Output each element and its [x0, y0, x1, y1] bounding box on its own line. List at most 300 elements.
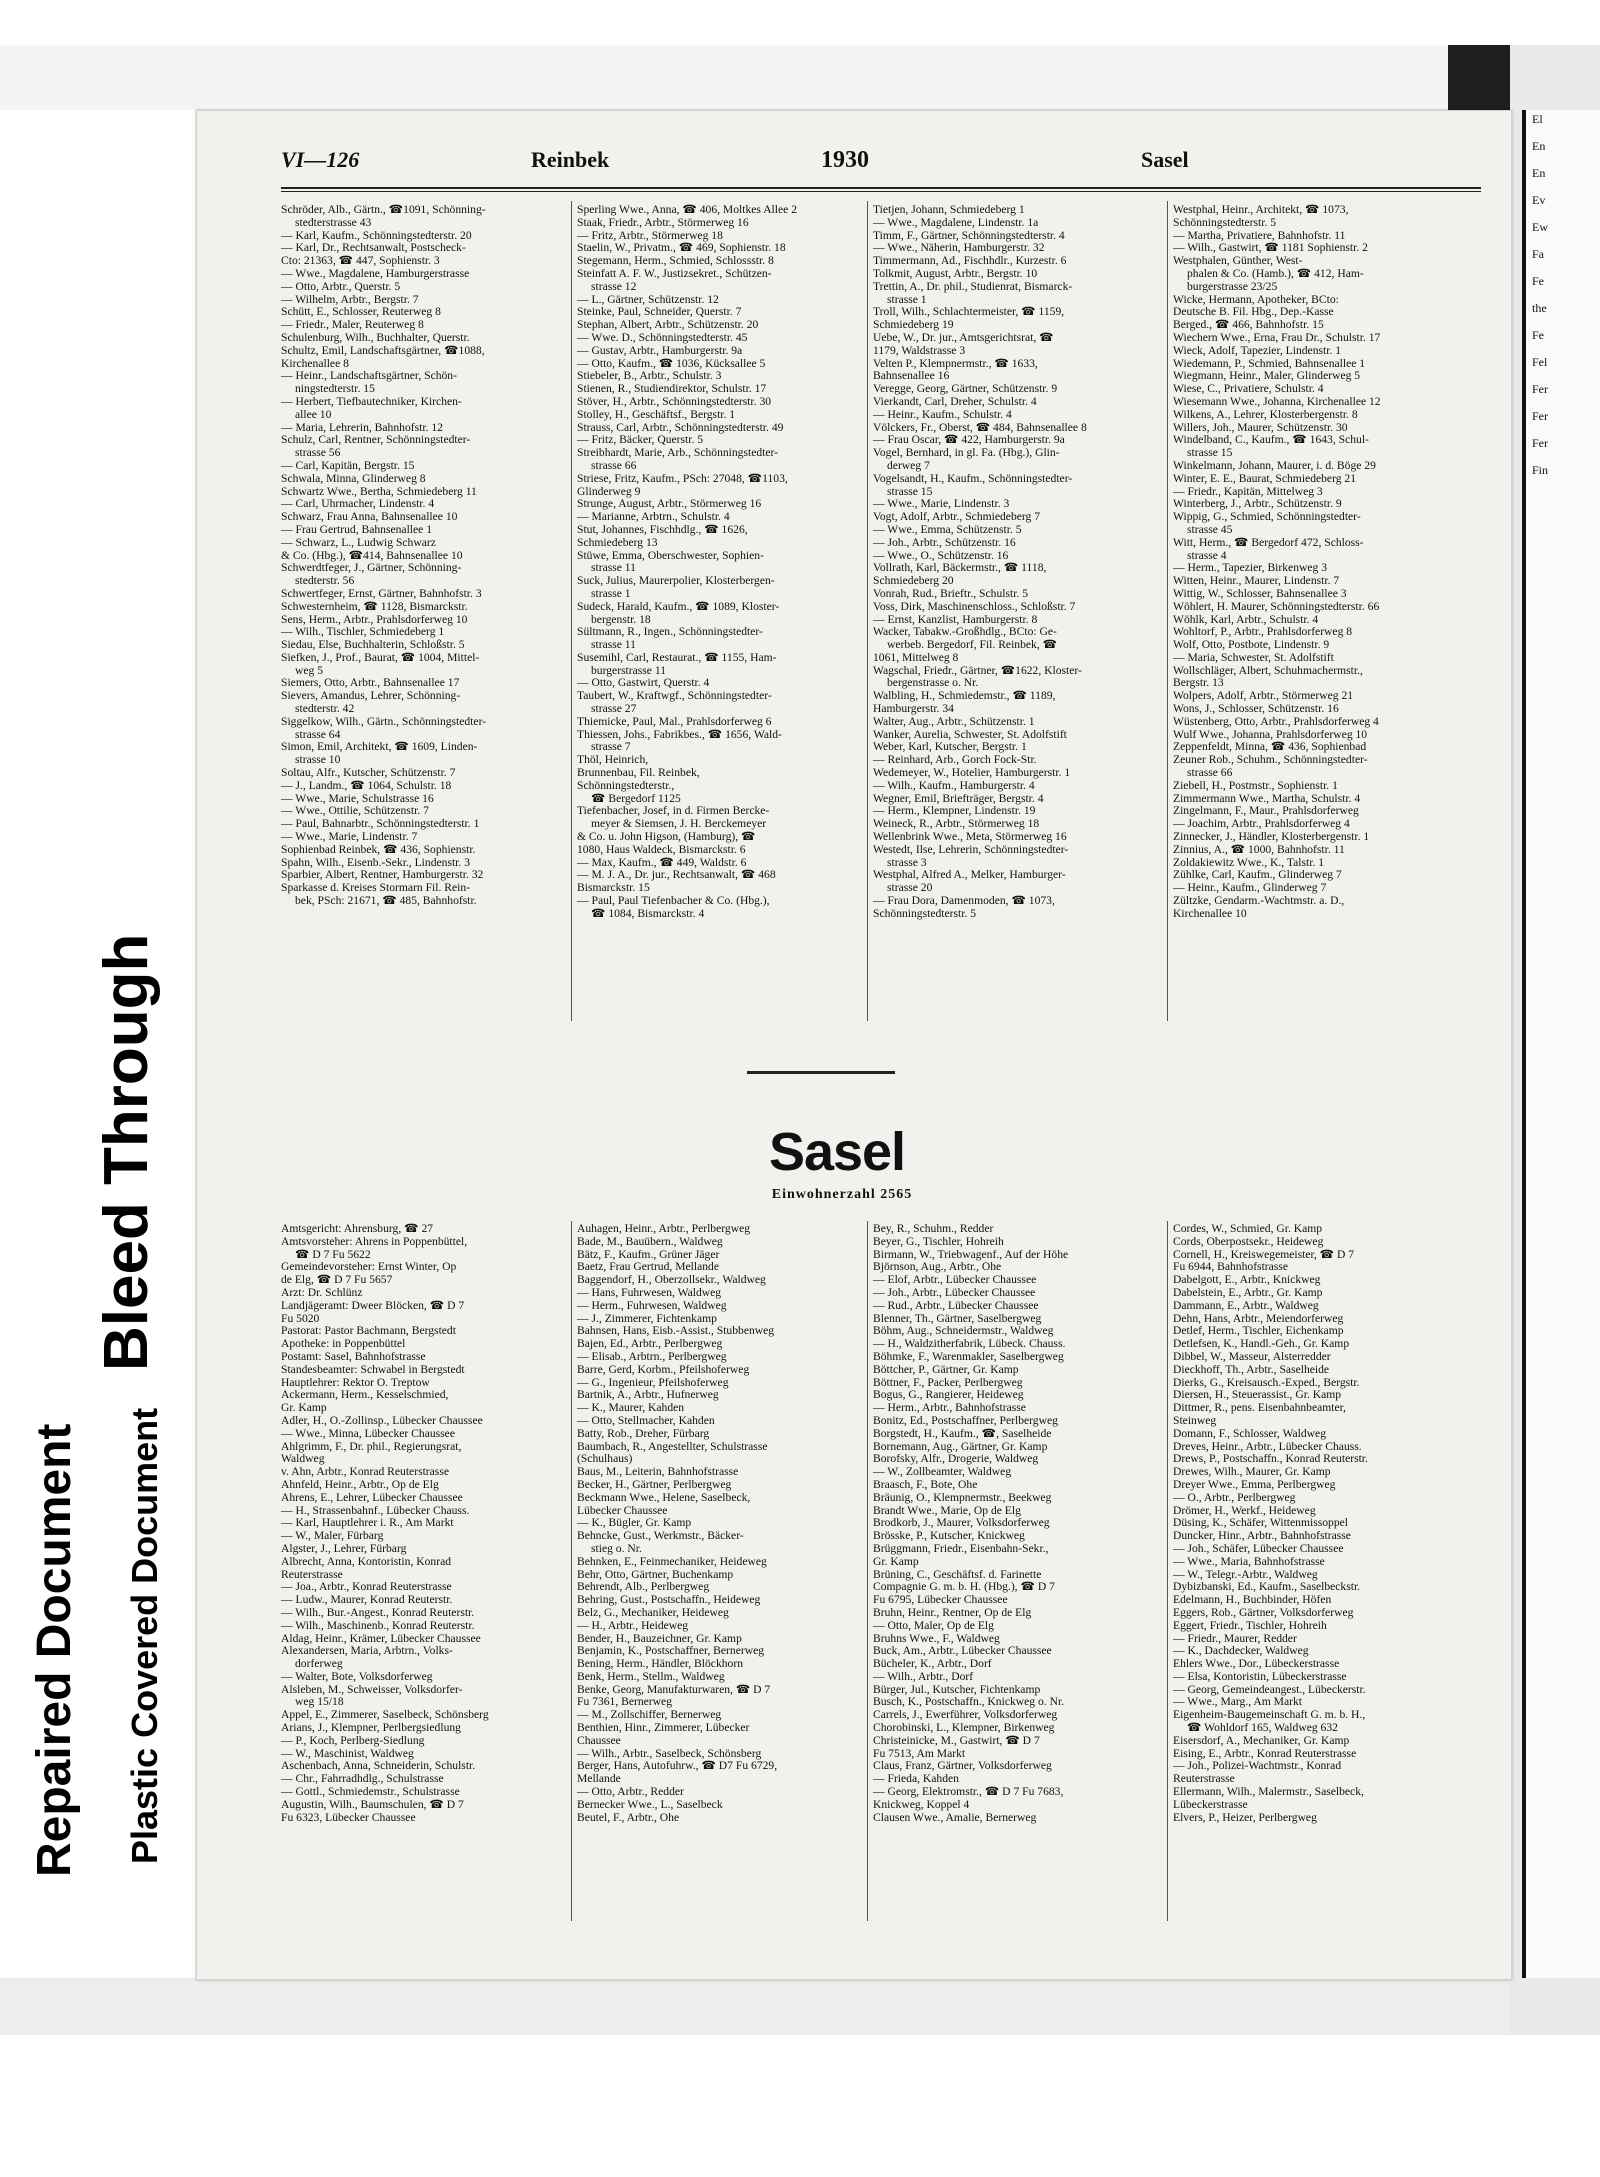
directory-entry-line: Birmann, W., Triebwagenf., Auf der Höhe	[873, 1247, 1069, 1261]
adjacent-page-fragment: Fin	[1532, 463, 1549, 477]
directory-entry-line: Apotheke: in Poppenbüttel	[281, 1337, 406, 1351]
directory-entry-line: Gr. Kamp	[281, 1401, 327, 1415]
directory-entry-line: Walbling, H., Schmiedemstr., ☎ 1189,	[873, 689, 1056, 703]
adjacent-page-fragment: Ev	[1532, 193, 1546, 207]
directory-entry-line: Björnson, Aug., Arbtr., Ohe	[873, 1260, 1002, 1274]
header-place-left: Reinbek	[531, 147, 610, 172]
directory-entry-line: — Carl, Uhrmacher, Lindenstr. 4	[281, 497, 435, 511]
directory-entry-line: — Herm., Tapezier, Birkenweg 3	[1173, 561, 1328, 575]
directory-entry-line: Schröder, Alb., Gärtn., ☎1091, Schönning-	[281, 203, 486, 216]
directory-entry-line: — Joh., Arbtr., Lübecker Chaussee	[873, 1285, 1036, 1299]
directory-entry-line: Clausen Wwe., Amalie, Bernerweg	[873, 1810, 1037, 1824]
directory-entry-line: Schwerdtfeger, J., Gärtner, Schönning-	[281, 561, 462, 575]
directory-entry-line: Winkelmann, Johann, Maurer, i. d. Böge 29	[1173, 458, 1376, 472]
directory-entry-line: Susemihl, Carl, Restaurat., ☎ 1155, Ham-	[577, 650, 777, 664]
directory-entry-line: Stephan, Albert, Arbtr., Schützenstr. 20	[577, 318, 759, 332]
directory-entry-line: Sparkasse d. Kreises Stormarn Fil. Rein-	[281, 881, 471, 895]
directory-entry-line: Walter, Aug., Arbtr., Schützenstr. 1	[873, 714, 1035, 728]
directory-entry-line: Schönningstedterstr.,	[577, 778, 675, 792]
directory-entry-line: Wegner, Emil, Briefträger, Bergstr. 4	[873, 791, 1044, 805]
directory-entry-line: Amtsgericht: Ahrensburg, ☎ 27	[281, 1222, 434, 1235]
directory-entry-line: meyer & Siemsen, J. H. Berckemeyer	[591, 817, 767, 831]
directory-entry-line: Striese, Fritz, Kaufm., PSch: 27048, ☎1103,	[577, 471, 788, 485]
directory-entry-line: — Heinr., Kaufm., Glinderweg 7	[1173, 881, 1327, 895]
directory-entry-line: Dittmer, R., pens. Eisenbahnbeamter,	[1173, 1401, 1346, 1415]
directory-entry-line: Diersen, H., Steuerassist., Gr. Kamp	[1173, 1388, 1342, 1402]
directory-entry-line: — Otto, Stellmacher, Kahden	[577, 1413, 715, 1427]
directory-entry-line: Westphal, Alfred A., Melker, Hamburger-	[873, 868, 1066, 882]
directory-entry-line: — Friedr., Maurer, Redder	[1173, 1631, 1297, 1645]
directory-entry-line: — O., Arbtr., Perlbergweg	[1173, 1490, 1296, 1504]
directory-entry-line: Ahlgrimm, F., Dr. phil., Regierungsrat,	[281, 1439, 462, 1453]
directory-entry-line: Detlef, Herm., Tischler, Eichenkamp	[1173, 1324, 1344, 1338]
directory-entry-line: Dabelstein, E., Arbtr., Gr. Kamp	[1173, 1285, 1323, 1299]
directory-entry-line: — H., Strassenbahnf., Lübecker Chauss.	[281, 1503, 470, 1517]
directory-entry-line: Wicke, Hermann, Apotheker, BCto:	[1173, 292, 1339, 306]
directory-entry-line: Becker, H., Gärtner, Perlbergweg	[577, 1477, 732, 1491]
directory-entry-line: Bahnsen, Hans, Eisb.-Assist., Stubbenweg	[577, 1324, 775, 1338]
directory-entry-line: — Chr., Fahrradhdlg., Schulstrasse	[281, 1772, 444, 1786]
directory-entry-line: — Wwe., Ottilie, Schützenstr. 7	[281, 804, 429, 818]
directory-entry-line: — Joh., Arbtr., Schützenstr. 16	[873, 535, 1016, 549]
directory-entry-line: Borgstedt, H., Kaufm., ☎, Saselheide	[873, 1426, 1052, 1440]
directory-entry-line: Wüstenberg, Otto, Arbtr., Prahlsdorferweg 4	[1173, 714, 1379, 728]
directory-entry-line: Stienen, R., Studiendirektor, Schulstr. 17	[577, 382, 767, 396]
directory-entry-line: Bajen, Ed., Arbtr., Perlbergweg	[577, 1337, 723, 1351]
directory-entry-line: — P., Koch, Perlberg-Siedlung	[281, 1733, 425, 1747]
directory-entry-line: Strunge, August, Arbtr., Störmerweg 16	[577, 497, 762, 511]
directory-entry-line: strasse 1	[591, 586, 631, 600]
directory-entry-line: Bätz, F., Kaufm., Grüner Jäger	[577, 1247, 720, 1261]
directory-entry-line: Sparbier, Albert, Rentner, Hamburgerstr. 32	[281, 868, 484, 882]
directory-entry-line: Staak, Friedr., Arbtr., Störmerweg 16	[577, 215, 749, 229]
directory-entry-line: Trettin, A., Dr. phil., Studienrat, Bismarck-	[873, 279, 1073, 293]
directory-entry-line: stedterstr. 56	[295, 574, 355, 588]
page-header	[281, 147, 1481, 187]
directory-entry-line: Benjamin, K., Postschaffner, Bernerweg	[577, 1644, 765, 1658]
adjacent-page-fragment: Fa	[1532, 247, 1544, 261]
directory-entry-line: Elvers, P., Heizer, Perlbergweg	[1173, 1810, 1317, 1824]
directory-entry-line: — Elof, Arbtr., Lübecker Chaussee	[873, 1273, 1037, 1287]
directory-entry-line: — H., Waldzitherfabrik, Lübeck. Chauss.	[873, 1337, 1066, 1351]
directory-entry-line: Borofsky, Alfr., Drogerie, Waldweg	[873, 1452, 1039, 1466]
directory-entry-line: — Frieda, Kahden	[873, 1772, 959, 1786]
directory-entry-line: Waldweg	[281, 1452, 325, 1466]
directory-entry-line: — Wwe., Magdalene, Lindenstr. 1a	[873, 215, 1039, 229]
directory-entry-line: strasse 15	[1187, 446, 1233, 460]
directory-entry-line: Bornemann, Aug., Gärtner, Gr. Kamp	[873, 1439, 1048, 1453]
directory-entry-line: weg 15/18	[295, 1695, 344, 1709]
directory-entry-line: — Frau Dora, Damenmoden, ☎ 1073,	[873, 894, 1055, 908]
adjacent-page-fragment: Fe	[1532, 328, 1544, 342]
directory-entry-line: — Ernst, Kanzlist, Hamburgerstr. 8	[873, 612, 1038, 626]
directory-entry-line: Adler, H., O.-Zollinsp., Lübecker Chaussee	[281, 1413, 483, 1427]
directory-entry-line: Drews, P., Postschaffn., Konrad Reuterstr.	[1173, 1452, 1368, 1466]
directory-entry-line: Fu 6795, Lübecker Chaussee	[873, 1593, 1008, 1607]
directory-entry-line: Bonitz, Ed., Postschaffner, Perlbergweg	[873, 1413, 1058, 1427]
directory-entry-line: Brodkorb, J., Maurer, Volksdorferweg	[873, 1516, 1050, 1530]
directory-entry-line: Düsing, K., Schäfer, Wittenmissoppel	[1173, 1516, 1348, 1530]
bottom-column-1	[281, 1223, 565, 1963]
directory-entry-line: de Elg, ☎ D 7 Fu 5657	[281, 1273, 393, 1287]
directory-entry-line: Eggers, Rob., Gärtner, Volksdorferweg	[1173, 1605, 1354, 1619]
directory-entry-line: — J., Landm., ☎ 1064, Schulstr. 18	[281, 778, 452, 792]
directory-entry-line: Velten P., Klempnermstr., ☎ 1633,	[873, 356, 1038, 370]
bottom-column-2	[577, 1223, 863, 1963]
directory-entry-line: Blenner, Th., Gärtner, Saselbergweg	[873, 1311, 1042, 1325]
directory-entry-line: — Friedr., Maler, Reuterweg 8	[281, 318, 424, 332]
directory-entry-line: — Otto, Gastwirt, Querstr. 4	[577, 676, 710, 690]
directory-entry-line: 1179, Waldstrasse 3	[873, 343, 966, 357]
directory-entry-line: Bey, R., Schuhm., Redder	[873, 1222, 994, 1235]
directory-entry-line: Schönningstedterstr. 5	[873, 906, 977, 920]
scan-top-margin	[0, 45, 1600, 110]
directory-entry-line: Westphal, Heinr., Architekt, ☎ 1073,	[1173, 203, 1349, 216]
directory-entry-line: Wellenbrink Wwe., Meta, Störmerweg 16	[873, 830, 1067, 844]
directory-entry-line: Suck, Julius, Maurerpolier, Klosterbergen-	[577, 574, 775, 588]
directory-entry-line: Thiemicke, Paul, Mal., Prahlsdorferweg 6	[577, 714, 772, 728]
directory-entry-line: — Joa., Arbtr., Konrad Reuterstrasse	[281, 1580, 452, 1594]
directory-entry-line: — Herm., Arbtr., Bahnhofstrasse	[873, 1401, 1026, 1415]
directory-entry-line: Appel, E., Zimmerer, Saselbeck, Schönsberg	[281, 1708, 489, 1722]
directory-entry-line: Schmiedeberg 13	[577, 535, 658, 549]
directory-entry-line: strasse 11	[591, 638, 636, 652]
directory-entry-line: Schwartz Wwe., Bertha, Schmiedeberg 11	[281, 484, 477, 498]
directory-entry-line: Schultz, Emil, Landschaftsgärtner, ☎1088,	[281, 343, 485, 357]
directory-entry-line: Wolf, Otto, Postbote, Lindenstr. 9	[1173, 638, 1330, 652]
directory-entry-line: Wacker, Tabakw.-Großhdlg., BCto: Ge-	[873, 625, 1057, 639]
directory-entry-line: Spahn, Wilh., Eisenb.-Sekr., Lindenstr. 3	[281, 855, 470, 869]
directory-entry-line: Bening, Herm., Händler, Blöckhorn	[577, 1657, 743, 1671]
directory-entry-line: — Max, Kaufm., ☎ 449, Waldstr. 6	[577, 855, 747, 869]
directory-entry-line: Brüggmann, Friedr., Eisenbahn-Sekr.,	[873, 1541, 1049, 1555]
directory-entry-line: Dreyer Wwe., Emma, Perlbergweg	[1173, 1477, 1336, 1491]
directory-entry-line: — Wwe., Minna, Lübecker Chaussee	[281, 1426, 455, 1440]
directory-entry-line: — Wwe., Marie, Lindenstr. 3	[873, 497, 1010, 511]
directory-entry-line: Steinweg	[1173, 1413, 1217, 1427]
directory-entry-line: Böhm, Aug., Schneidermstr., Waldweg	[873, 1324, 1054, 1338]
directory-entry-line: — Heinr., Landschaftsgärtner, Schön-	[281, 369, 457, 383]
directory-entry-line: Timm, F., Gärtner, Schönningstedterstr. 4	[873, 228, 1065, 242]
directory-entry-line: Stolley, H., Geschäftsf., Bergstr. 1	[577, 407, 736, 421]
directory-entry-line: Beutel, F., Arbtr., Ohe	[577, 1810, 680, 1824]
directory-entry-line: Uebe, W., Dr. jur., Amtsgerichtsrat, ☎	[873, 330, 1054, 344]
directory-entry-line: Bücheler, K., Arbtr., Dorf	[873, 1657, 992, 1671]
directory-entry-line: — Herbert, Tiefbautechniker, Kirchen-	[281, 394, 462, 408]
directory-entry-line: Drewes, Wilh., Maurer, Gr. Kamp	[1173, 1465, 1331, 1479]
directory-entry-line: Wulf Wwe., Johanna, Prahlsdorferweg 10	[1173, 727, 1368, 741]
directory-entry-line: — Fritz, Arbtr., Störmerweg 18	[577, 228, 723, 242]
column-divider	[867, 201, 868, 1021]
directory-entry-line: Domann, F., Schlosser, Waldweg	[1173, 1426, 1326, 1440]
directory-entry-line: Wiesemann Wwe., Johanna, Kirchenallee 12	[1173, 394, 1381, 408]
directory-entry-line: Brüning, C., Geschäftsf. d. Farinette	[873, 1567, 1042, 1581]
population-line: Einwohnerzahl 2565	[771, 1187, 913, 1202]
directory-entry-line: strasse 27	[591, 702, 637, 716]
directory-entry-line: 1061, Mittelweg 8	[873, 650, 959, 664]
directory-entry-line: Soltau, Alfr., Kutscher, Schützenstr. 7	[281, 766, 456, 780]
directory-entry-line: Dieckhoff, Th., Arbtr., Saselheide	[1173, 1362, 1330, 1376]
directory-entry-line: Fu 6944, Bahnhofstrasse	[1173, 1260, 1288, 1274]
directory-entry-line: strasse 3	[887, 855, 927, 869]
directory-entry-line: Behnken, E., Feinmechaniker, Heideweg	[577, 1554, 767, 1568]
directory-entry-line: Bernecker Wwe., L., Saselbeck	[577, 1797, 723, 1811]
directory-entry-line: — Wwe., Marg., Am Markt	[1173, 1695, 1303, 1709]
bottom-column-3	[873, 1223, 1163, 1963]
directory-entry-line: Brösske, P., Kutscher, Knickweg	[873, 1529, 1025, 1543]
directory-entry-line: — Wilh., Arbtr., Saselbeck, Schönsberg	[577, 1746, 762, 1760]
directory-entry-line: Eggert, Friedr., Tischler, Hohreih	[1173, 1618, 1327, 1632]
directory-entry-line: Pastorat: Pastor Bachmann, Bergstedt	[281, 1324, 456, 1338]
directory-entry-line: — Wwe. D., Schönningstedterstr. 45	[577, 330, 748, 344]
directory-entry-line: Christeinicke, M., Gastwirt, ☎ D 7	[873, 1733, 1040, 1747]
directory-entry-line: Chorobinski, L., Klempner, Birkenweg	[873, 1721, 1055, 1735]
directory-entry-line: — Wilh., Kaufm., Hamburgerstr. 4	[873, 778, 1035, 792]
directory-entry-line: Schulenburg, Wilh., Buchhalter, Querstr.	[281, 330, 470, 344]
directory-entry-line: Winterberg, J., Arbtr., Schützenstr. 9	[1173, 497, 1342, 511]
column-divider	[571, 1221, 572, 1921]
directory-entry-line: — Wwe., Emma, Schützenstr. 5	[873, 522, 1022, 536]
column-divider	[867, 1221, 868, 1921]
directory-entry-line: Schwala, Minna, Glinderweg 8	[281, 471, 426, 485]
directory-entry-line: Lübeckerstrasse	[1173, 1797, 1248, 1811]
directory-entry-line: — Karl, Hauptlehrer i. R., Am Markt	[281, 1516, 454, 1530]
directory-entry-line: Behncke, Gust., Werkmstr., Bäcker-	[577, 1529, 744, 1543]
directory-entry-line: Thöl, Heinrich,	[577, 753, 649, 767]
directory-entry-line: burgerstrasse 23/25	[1187, 279, 1278, 293]
directory-entry-line: Aldag, Heinr., Krämer, Lübecker Chaussee	[281, 1631, 481, 1645]
directory-entry-line: Tietjen, Johann, Schmiedeberg 1	[873, 203, 1025, 216]
directory-entry-line: — G., Ingenieur, Pfeilshoferweg	[577, 1375, 729, 1389]
directory-entry-line: strasse 4	[1187, 548, 1227, 562]
directory-entry-line: Zültzke, Gendarm.-Wachtmstr. a. D.,	[1173, 894, 1345, 908]
directory-entry-line: Staelin, W., Privatm., ☎ 469, Sophienstr. 18	[577, 241, 786, 255]
directory-entry-line: Deutsche B. Fil. Hbg., Dep.-Kasse	[1173, 305, 1334, 319]
adjacent-page-fragment: Fel	[1532, 355, 1548, 369]
directory-entry-line: Stegemann, Herm., Schmied, Schlossstr. 8	[577, 254, 774, 268]
directory-entry-line: Eigenheim-Baugemeinschaft G. m. b. H.,	[1173, 1708, 1366, 1722]
directory-entry-line: — Carl, Kapitän, Bergstr. 15	[281, 458, 415, 472]
directory-entry-line: Duncker, Hinr., Arbtr., Bahnhofstrasse	[1173, 1529, 1351, 1543]
directory-entry-line: Dybizbanski, Ed., Kaufm., Saselbeckstr.	[1173, 1580, 1361, 1594]
bottom-column-4	[1173, 1223, 1483, 1963]
directory-entry-line: Beckmann Wwe., Helene, Saselbeck,	[577, 1490, 751, 1504]
adjacent-page-fragment: Fer	[1532, 382, 1548, 396]
directory-entry-line: — Wwe., O., Schützenstr. 16	[873, 548, 1009, 562]
directory-entry-line: Zinnius, A., ☎ 1000, Bahnhofstr. 11	[1173, 842, 1345, 856]
directory-entry-line: Witten, Heinr., Maurer, Lindenstr. 7	[1173, 574, 1340, 588]
column-divider	[1167, 1221, 1168, 1921]
directory-entry-line: Behring, Gust., Postschaffn., Heideweg	[577, 1593, 761, 1607]
directory-entry-line: Dibbel, W., Masseur, Alsterredder	[1173, 1349, 1331, 1363]
directory-entry-line: Sievers, Amandus, Lehrer, Schönning-	[281, 689, 461, 703]
directory-entry-line: strasse 56	[295, 446, 341, 460]
directory-entry-line: bergenstr. 18	[591, 612, 651, 626]
directory-entry-line: Hamburgerstr. 34	[873, 702, 954, 716]
directory-entry-line: Sudeck, Harald, Kaufm., ☎ 1089, Kloster-	[577, 599, 780, 613]
top-column-2	[577, 204, 863, 1024]
directory-entry-line: Zoldakiewitz Wwe., K., Talstr. 1	[1173, 855, 1325, 869]
directory-entry-line: Wiechern Wwe., Erna, Frau Dr., Schulstr. 17	[1173, 330, 1381, 344]
directory-entry-line: — Otto, Arbtr., Querstr. 5	[281, 279, 401, 293]
directory-entry-line: strasse 20	[887, 881, 933, 895]
directory-entry-line: Schütt, E., Schlosser, Reuterweg 8	[281, 305, 441, 319]
directory-entry-line: Claus, Franz, Gärtner, Volksdorferweg	[873, 1759, 1052, 1773]
directory-entry-line: Bade, M., Bauübern., Waldweg	[577, 1234, 723, 1248]
directory-entry-line: Bismarckstr. 15	[577, 881, 650, 895]
directory-entry-line: Böttcher, P., Gärtner, Gr. Kamp	[873, 1362, 1019, 1376]
directory-entry-line: Schmiedeberg 20	[873, 574, 954, 588]
directory-entry-line: Zingelmann, F., Maur., Prahlsdorferweg	[1173, 804, 1359, 818]
directory-entry-line: Schwarz, Frau Anna, Bahnsenallee 10	[281, 510, 458, 524]
directory-entry-line: — Walter, Bote, Volksdorferweg	[281, 1669, 433, 1683]
directory-entry-line: Wanker, Aurelia, Schwester, St. Adolfstift	[873, 727, 1067, 741]
directory-entry-line: Arians, J., Klempner, Perlbergsiedlung	[281, 1721, 461, 1735]
directory-entry-line: Schönningstedterstr. 5	[1173, 215, 1277, 229]
directory-entry-line: Reuterstrasse	[1173, 1772, 1235, 1786]
directory-entry-line: — L., Gärtner, Schützenstr. 12	[577, 292, 719, 306]
directory-entry-line: — Elsa, Kontoristin, Lübeckerstrasse	[1173, 1669, 1347, 1683]
directory-entry-line: — Wwe., Marie, Lindenstr. 7	[281, 830, 418, 844]
directory-entry-line: Benke, Georg, Manufakturwaren, ☎ D 7	[577, 1682, 771, 1696]
directory-entry-line: — Otto, Arbtr., Redder	[577, 1785, 684, 1799]
directory-entry-line: Wagschal, Friedr., Gärtner, ☎1622, Kloster-	[873, 663, 1082, 677]
adjacent-page-fragment: En	[1532, 166, 1546, 180]
directory-entry-line: stieg o. Nr.	[591, 1541, 642, 1555]
directory-entry-line: Algster, J., Lehrer, Fürbarg	[281, 1541, 407, 1555]
directory-entry-line: — Fritz, Bäcker, Querstr. 5	[577, 433, 704, 447]
directory-entry-line: Wollschläger, Albert, Schuhmachermstr.,	[1173, 663, 1363, 677]
directory-entry-line: Baus, M., Leiterin, Bahnhofstrasse	[577, 1465, 739, 1479]
directory-entry-line: ☎ D 7 Fu 5622	[295, 1247, 371, 1261]
directory-entry-line: Westedt, Ilse, Lehrerin, Schönningstedter-	[873, 842, 1069, 856]
directory-entry-line: — Schwarz, L., Ludwig Schwarz	[281, 535, 436, 549]
directory-entry-line: Weineck, R., Arbtr., Störmerweg 18	[873, 817, 1040, 831]
directory-entry-line: Augustin, Wilh., Baumschulen, ☎ D 7	[281, 1797, 464, 1811]
directory-entry-line: Sültmann, R., Ingen., Schönningstedter-	[577, 625, 763, 639]
directory-entry-line: Batty, Rob., Dreher, Fürbarg	[577, 1426, 710, 1440]
directory-entry-line: strasse 10	[295, 753, 341, 767]
directory-entry-line: Stut, Johannes, Fischhdlg., ☎ 1626,	[577, 522, 748, 536]
directory-entry-line: Stöver, H., Arbtr., Schönningstedterstr. 30	[577, 394, 772, 408]
directory-entry-line: strasse 7	[591, 740, 631, 754]
directory-entry-line: & Co. u. John Higson, (Hamburg), ☎	[577, 830, 756, 844]
directory-entry-line: dorferweg	[295, 1657, 343, 1671]
directory-entry-line: Barre, Gerd, Korbm., Pfeilshoferweg	[577, 1362, 750, 1376]
directory-entry-line: Fu 5020	[281, 1311, 320, 1325]
directory-entry-line: Vogt, Adolf, Arbtr., Schmiedeberg 7	[873, 510, 1041, 524]
directory-entry-line: Zeppenfeldt, Minna, ☎ 436, Sophienbad	[1173, 740, 1367, 754]
directory-entry-line: bek, PSch: 21671, ☎ 485, Bahnhofstr.	[295, 894, 477, 908]
directory-entry-line: Strauss, Carl, Arbtr., Schönningstedterstr. 49	[577, 420, 784, 434]
directory-entry-line: Buck, Am., Arbtr., Lübecker Chaussee	[873, 1644, 1052, 1658]
directory-entry-line: Bürger, Jul., Kutscher, Fichtenkamp	[873, 1682, 1041, 1696]
directory-entry-line: Braasch, F., Bote, Ohe	[873, 1477, 978, 1491]
directory-entry-line: strasse 1	[887, 292, 927, 306]
directory-entry-line: Stüwe, Emma, Oberschwester, Sophien-	[577, 548, 764, 562]
directory-entry-line: Vierkandt, Carl, Dreher, Schulstr. 4	[873, 394, 1037, 408]
directory-entry-line: Behr, Otto, Gärtner, Buchenkamp	[577, 1567, 734, 1581]
directory-entry-line: Bruhns Wwe., F., Waldweg	[873, 1631, 1000, 1645]
directory-entry-line: Willers, Joh., Maurer, Schützenstr. 30	[1173, 420, 1348, 434]
top-column-3	[873, 204, 1163, 1024]
directory-entry-line: — Wwe., Magdalene, Hamburgerstrasse	[281, 266, 470, 280]
directory-entry-line: Wedemeyer, W., Hotelier, Hamburgerstr. 1	[873, 766, 1071, 780]
directory-entry-line: Fu 6323, Lübecker Chaussee	[281, 1810, 416, 1824]
directory-entry-line: — Otto, Kaufm., ☎ 1036, Kücksallee 5	[577, 356, 766, 370]
directory-entry-line: Siedau, Else, Buchhalterin, Schloßstr. 5	[281, 638, 465, 652]
directory-entry-line: Eising, E., Arbtr., Konrad Reuterstrasse	[1173, 1746, 1357, 1760]
directory-entry-line: Baumbach, R., Angestellter, Schulstrasse	[577, 1439, 768, 1453]
directory-entry-line: Schulz, Carl, Rentner, Schönningstedter-	[281, 433, 471, 447]
adjacent-page-fragment: El	[1532, 112, 1543, 126]
directory-entry-line: — Joh., Schäfer, Lübecker Chaussee	[1173, 1541, 1344, 1555]
directory-entry-line: Ackermann, Herm., Kesselschmied,	[281, 1388, 449, 1402]
directory-entry-line: Beyer, G., Tischler, Hohreih	[873, 1234, 1004, 1248]
header-year: 1930	[821, 147, 869, 173]
directory-entry-line: — J., Zimmerer, Fichtenkamp	[577, 1311, 717, 1325]
directory-entry-line: ☎ 1084, Bismarckstr. 4	[591, 906, 705, 920]
directory-entry-line: Thiessen, Johs., Fabrikbes., ☎ 1656, Wald-	[577, 727, 782, 741]
directory-entry-line: — Wilh., Tischler, Schmiedeberg 1	[281, 625, 445, 639]
directory-entry-line: Tiefenbacher, Josef, in d. Firmen Bercke-	[577, 804, 770, 818]
directory-entry-line: — Maria, Schwester, St. Adolfstift	[1173, 650, 1334, 664]
directory-entry-line: Troll, Wilh., Schlachtermeister, ☎ 1159,	[873, 305, 1065, 319]
directory-page	[196, 110, 1512, 1980]
directory-entry-line: Benthien, Hinr., Zimmerer, Lübecker	[577, 1721, 750, 1735]
directory-entry-line: werbeb. Bergedorf, Fil. Reinbek, ☎	[887, 638, 1058, 652]
directory-entry-line: Fu 7513, Am Markt	[873, 1746, 966, 1760]
directory-entry-line: Cto: 21363, ☎ 447, Sophienstr. 3	[281, 254, 440, 268]
directory-entry-line: Bahnsenallee 16	[873, 369, 950, 383]
adjacent-page-fragment: En	[1532, 139, 1546, 153]
directory-entry-line: Ahrens, E., Lehrer, Lübecker Chaussee	[281, 1490, 463, 1504]
directory-entry-line: — Martha, Privatiere, Bahnhofstr. 11	[1173, 228, 1346, 242]
directory-entry-line: Wittig, W., Schlosser, Bahnsenallee 3	[1173, 586, 1347, 600]
directory-entry-line: Dreves, Heinr., Arbtr., Lübecker Chauss.	[1173, 1439, 1362, 1453]
directory-entry-line: Bräunig, O., Klempnermstr., Beekweg	[873, 1490, 1052, 1504]
directory-entry-line: — Joachim, Arbtr., Prahlsdorferweg 4	[1173, 817, 1350, 831]
directory-entry-line: — W., Maschinist, Waldweg	[281, 1746, 414, 1760]
adjacent-page-edge	[1522, 110, 1600, 1978]
directory-entry-line: Albrecht, Anna, Kontoristin, Konrad	[281, 1554, 452, 1568]
column-divider	[571, 201, 572, 1021]
directory-entry-line: Wieck, Adolf, Tapezier, Lindenstr. 1	[1173, 343, 1342, 357]
directory-entry-line: Detlefsen, K., Handl.-Geh., Gr. Kamp	[1173, 1337, 1350, 1351]
directory-entry-line: Ehlers Wwe., Dor., Lübeckerstrasse	[1173, 1657, 1340, 1671]
directory-entry-line: Belz, G., Mechaniker, Heideweg	[577, 1605, 729, 1619]
directory-entry-line: Cordes, W., Schmied, Gr. Kamp	[1173, 1222, 1323, 1235]
header-place-right: Sasel	[1141, 147, 1189, 172]
section-title: Sasel	[768, 1122, 906, 1182]
directory-entry-line: Ziebell, H., Postmstr., Sophienstr. 1	[1173, 778, 1338, 792]
directory-entry-line: ☎ Bergedorf 1125	[591, 791, 681, 805]
directory-entry-line: Schwesternheim, ☎ 1128, Bismarckstr.	[281, 599, 468, 613]
directory-entry-line: Behrendt, Alb., Perlbergweg	[577, 1580, 710, 1594]
directory-entry-line: Böttner, F., Packer, Perlbergweg	[873, 1375, 1023, 1389]
directory-entry-line: Amtsvorsteher: Ahrens in Poppenbüttel,	[281, 1234, 468, 1248]
directory-entry-line: — Reinhard, Arb., Gorch Fock-Str.	[873, 753, 1037, 767]
directory-entry-line: Zimmermann Wwe., Martha, Schulstr. 4	[1173, 791, 1361, 805]
directory-entry-line: Drömer, H., Werkf., Heideweg	[1173, 1503, 1316, 1517]
directory-entry-line: Knickweg, Koppel 4	[873, 1797, 970, 1811]
directory-entry-line: Wöhlert, H. Maurer, Schönningstedterstr. 66	[1173, 599, 1380, 613]
directory-entry-line: strasse 45	[1187, 522, 1233, 536]
directory-entry-line: Edelmann, H., Buchbinder, Höfen	[1173, 1593, 1332, 1607]
directory-entry-line: Baetz, Frau Gertrud, Mellande	[577, 1260, 719, 1274]
directory-entry-line: Eisersdorf, A., Mechaniker, Gr. Kamp	[1173, 1733, 1350, 1747]
directory-entry-line: — Frau Oscar, ☎ 422, Hamburgerstr. 9a	[873, 433, 1065, 447]
